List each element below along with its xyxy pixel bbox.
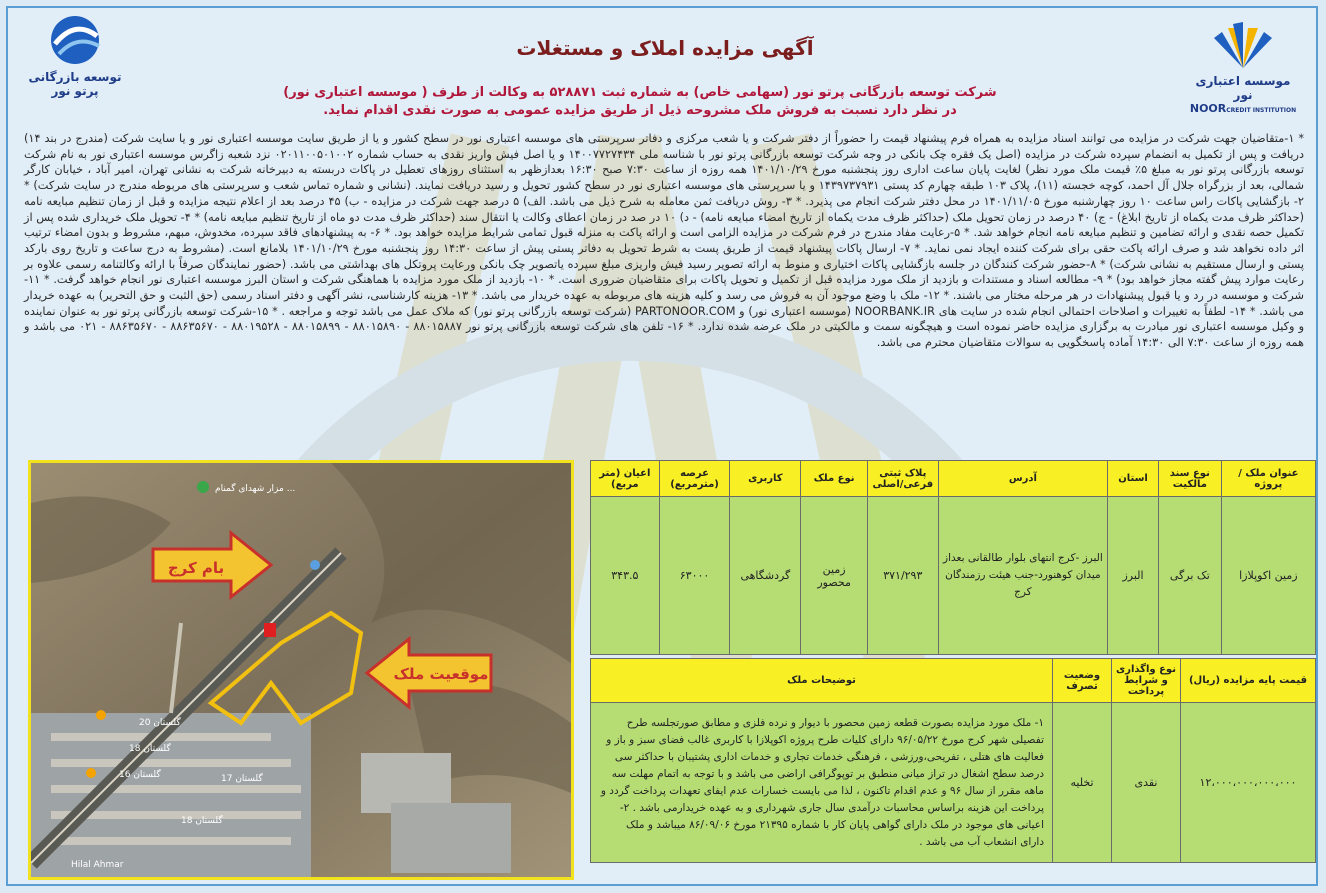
- cell-building-area: ۳۴۳.۵: [591, 497, 660, 655]
- noor-latin-main: NOOR: [1189, 102, 1227, 115]
- cell-title: زمین اکوپلازا: [1221, 497, 1315, 655]
- header-title: عنوان ملک / پروژه: [1221, 461, 1315, 497]
- conditions-text: * ۱-متقاضیان جهت شرکت در مزایده می توانند اسناد مزایده به همراه فرم پیشنهاد قیمت را حضوراً از دفتر شرکت و یا شعب مرکزی و دفاتر سرپرستی های موسسه اعتباری نور در سطح کشور و یا از طریق سایت موسسه اعتباری نور و یا سایت شرکت (مندرج در بند ۱۴) دریافت و پس از تکمیل به انضمام سپرده شرکت در مزایده (اصل یک فقره چک بانکی در وجه شرکت توسعه بازرگانی پرتو نور با شناسه ملی ۱۴۰۰۷۷۲۷۴۳۴ و یا اصل فیش واریز نقدی به حساب شماره ۰۲۰۱۱۰۰۵۰۱۰۰۲ نزد شعبه زاگرس موسسه اعتباری نور به نام شرکت توسعه بازرگانی پرتو نور به مبلغ ۵٪ قیمت ملک مورد نظر) لغایت پایان ساعت اداری روز پنجشنبه مورخ ۱۴۰۱/۱۰/۲۹ همه روزه از ساعت ۷:۳۰ صبح ۱۶:۳۰ بعدازظهر به استثنای روزهای تعطیل در پاکات دربسته به دبیرخانه شرکت به نشانی تهران، امیر آباد ، خیابان کارگر شمالی، بعد از بزرگراه جلال آل احمد، کوچه خجسته (۱۱)، پلاک ۱۰۳ طبقه چهارم کد پستی ۱۴۳۹۷۳۷۹۳۱ و یا سرپرستی های موسسه اعتباری نور در سطح کشور تحویل و رسید دریافت نمایند. (نشانی و شماره تماس شعب و سرپرستی های مربوطه مندرج در سایت شرکت) * ۲- بازگشایی پاکات راس ساعت ۱۰ روز چهارشنبه مورخ ۱۴۰۱/۱۱/۰۵ در محل دفتر شرکت انجام می پذیرد. * ۳- روش دریافت ثمن معامله به شرح ذیل می باشد. الف) ۵ درصد جهت شرکت در مزایده - ب) ۴۵ درصد بعد از اعلام نتیجه مزایده و قبل از زمان تنظیم مبایعه نامه (حداکثر ظرف مدت یکماه از تاریخ ابلاغ) - ج) ۴۰ درصد در زمان تحویل ملک (حداکثر ظرف مدت یکماه از تاریخ امضاء مبایعه نامه) - د) ۱۰ در صد در زمان اعطای وکالت یا انتقال سند (حداکثر ظرف مدت دو ماه از تاریخ تنظیم مبایعه نامه) * ۴- تحویل ملک خریداری شده پس از تکمیل حصه نقدی و ارائه تضامین و تنظیم مبایعه نامه انجام خواهد شد. * ۵-رعایت مفاد مندرج در فرم شرکت در مزایده الزامی است و ارائه پاکت به منزله قبول تمامی شرایط مزایده خواهد بود. * ۶- به پیشنهادهای فاقد سپرده، مخدوش، مبهم، مشروط و بدون امضاء ترتیب اثر داده نخواهد شد و صرف ارائه پاکت حقی برای شرکت کننده ایجاد نمی نماید. * ۷- ارسال پاکات پیشنهاد قیمت از طریق پست به شرط تحویل به دفاتر پستی پیش از ساعت ۱۴:۳۰ روز پنجشنبه مورخ ۱۴۰۱/۱۰/۲۹ بلامانع است. (مشروط به درج ساعت و تاریخ روی بارکد پستی و ارسال مستقیم به نشانی شرکت) * ۸-حضور شرکت کنندگان در جلسه بازگشایی پاکات اختیاری و منوط به ارائه تصویر رسید فیش واریزی مبلغ سپرده یاتصویر چک بانکی ورعایت پروتکل های بهداشتی می باشد. (حضور نمایندگان صرفاً با ارائه وکالتنامه رسمی علاوه بر رعایت موارد پیش گفته مجاز خواهد بود) * ۹- مطالعه اسناد و مستندات و بازدید از ملک مورد مزایده قبل از تکمیل و تحویل پاکات برای متقاضیان ضروری است. * ۱۰- بازدید از ملک مورد مزایده با هماهنگی شرکت و استان البرز موسسه اعتباری نور انجام خواهد گرفت. * ۱۱- شرکت و موسسه در رد و یا قبول پیشنهادات در هر مرحله مختار می باشند. * ۱۲- ملک با وضع موجود آن به فروش می رسد و کلیه هزینه های مربوطه به عهده خریدار می باشد. * ۱۳- هزینه کارشناسی، نشر آگهی و دفتر اسناد رسمی (حق الثبت و حق التحریر) به عهده خریدار می باشد. * ۱۴- لطفاً به تغییرات و اصلاحات احتمالی انجام شده در سایت های NOORBANK.IR (موسسه اعتباری نور) و PARTONOOR.COM (شرکت توسعه بازرگانی پرتو نور) که ملاک عمل می باشد توجه و مراجعه . * ۱۵-شرکت توسعه بازرگانی پرتو نور به عنوان نماینده و وکیل موسسه اعتباری نور مبادرت به برگزاری مزایده حاضر نموده است و هیچگونه سمت و مالکیتی در ملک عرضه شده ندارد. * ۱۶- تلفن های شرکت توسعه بازرگانی پرتو نور ۸۸۰۱۵۸۸۷ - ۸۸۰۱۵۸۹۰ - ۸۸۰۱۵۸۹۹ - ۸۸۰۱۹۵۲۸ - ۸۸۶۳۵۶۷۰ - ۸۸۶۳۵۶۷۰ - ۰۲۱ می باشد و همه روزه از ساعت ۷:۳۰ الی ۱۴:۳۰ آماده پاسخگویی به سوالات متقاضیان محترم می باشد.: [24, 132, 1305, 350]
- cell-description: ۱- ملک مورد مزایده بصورت قطعه زمین محصور با دیوار و نرده فلزی و مطابق صورتجلسه طرح تفصیلی شهر کرج مورخ ۹۶/۰۵/۲۲ دارای کلیات طرح پروژه اکوپلازا با کاربری غالب فضای سبز و باز و فعالیت های هتلی ، تفریحی،ورزشی ، فرهنگی خدمات تجاری و خدمات اداری پشتیبان با حداکثر سی درصد سطح اشغال در تراز میانی منطبق بر توپوگرافی اراضی می باشد و با توجه به اتمام مهلت سه ماهه مقرر از سال ۹۶ و عدم اقدام تاکنون ، لذا می بایست خسارات عدم ایفای تعهدات پرداخت گردد و پرداخت این هزینه براساس محاسبات درآمدی سال جاری شهرداری و به عهده خریدارمی باشد . ۲- اعیانی های موجود در ملک دارای گواهی پایان کار با شماره ۲۱۳۹۵ مورخ ۸۶/۰۹/۰۶ میباشد و ملک دارای انشعاب آب می باشد .: [591, 703, 1053, 863]
- header-payment: نوع واگذاری و شرایط پرداخت: [1112, 659, 1181, 703]
- street-label: گلستان 18: [181, 816, 223, 826]
- cell-payment: نقدی: [1112, 703, 1181, 863]
- header-deed-type: نوع سند مالکیت: [1158, 461, 1221, 497]
- map-pin-icon: [96, 710, 106, 720]
- street-label: Hilal Ahmar: [71, 860, 124, 870]
- location-label: موقعیت ملک: [393, 665, 489, 683]
- header-building-area: اعیان (متر مربع): [591, 461, 660, 497]
- property-table-header-row: [591, 461, 1316, 497]
- partonoor-logo: [20, 14, 130, 114]
- auction-conditions: [24, 131, 1304, 351]
- cell-deed-type: تک برگی: [1158, 497, 1221, 655]
- header-usage: کاربری: [730, 461, 801, 497]
- header-address: آدرس: [938, 461, 1108, 497]
- cell-occupancy: تخلیه: [1053, 703, 1112, 863]
- property-location-map: [28, 460, 574, 880]
- header-land-area: عرصه (مترمربع): [659, 461, 730, 497]
- poi-pin-icon: [197, 481, 209, 493]
- partonoor-emblem-icon: [45, 14, 105, 66]
- street-label: گلستان 20: [139, 718, 181, 728]
- cell-address: البرز -کرج انتهای بلوار طالقانی بعداز میدان کوهنورد-جنب هیئت رزمندگان کرج: [938, 497, 1108, 655]
- noor-latin-sub: CREDIT INSTITUTION: [1226, 107, 1297, 114]
- map-pin-icon: [86, 768, 96, 778]
- header-description: توضیحات ملک: [591, 659, 1053, 703]
- satellite-map-image: [31, 463, 571, 877]
- property-details-table: [590, 658, 1316, 863]
- site-marker: [264, 623, 276, 637]
- page-title: آگهی مزایده املاک و مستغلات: [516, 36, 814, 60]
- page-bottom-border: [6, 884, 1318, 886]
- noor-credit-name: موسسه اعتباری نور: [1195, 74, 1291, 102]
- details-table-row: [591, 703, 1316, 863]
- header-province: استان: [1108, 461, 1159, 497]
- header-base-price: قیمت پایه مزایده (ریال): [1181, 659, 1316, 703]
- cell-property-type: زمین محصور: [801, 497, 868, 655]
- header-property-type: نوع ملک: [801, 461, 868, 497]
- partonoor-name-line2: پرتو نور: [51, 84, 99, 98]
- subtitle-line-2: در نظر دارد نسبت به فروش ملک مشروحه ذیل از طریق مزایده عمومی به صورت نقدی اقدام نماید.: [323, 103, 957, 118]
- noor-credit-logo: [1188, 20, 1298, 120]
- subtitle-line-1: شرکت توسعه بازرگانی پرتو نور (سهامی خاص) به شماره ثبت ۵۲۸۸۷۱ به وکالت از طرف ( موسسه اعتباری نور): [283, 85, 997, 100]
- poi-top-label: مزار شهدای گمنام ...: [215, 484, 296, 494]
- noor-credit-latin: [1188, 102, 1298, 115]
- cell-base-price: ۱۲،۰۰۰،۰۰۰،۰۰۰،۰۰۰: [1181, 703, 1316, 863]
- cell-province: البرز: [1108, 497, 1159, 655]
- header-plate: پلاک ثبتی فرعی/اصلی: [867, 461, 938, 497]
- header-occupancy: وضعیت تصرف: [1053, 659, 1112, 703]
- bam-karaj-label: بام کرج: [167, 559, 225, 577]
- details-table-header-row: [591, 659, 1316, 703]
- cell-land-area: ۶۳۰۰۰: [659, 497, 730, 655]
- partonoor-name-line1: توسعه بازرگانی: [28, 70, 122, 84]
- property-table-row: [591, 497, 1316, 655]
- page-subtitle: [230, 84, 1050, 120]
- street-label: گلستان 17: [221, 774, 263, 784]
- property-info-table: [590, 460, 1316, 655]
- map-pin-icon: [310, 560, 320, 570]
- street-label: گلستان 18: [129, 744, 171, 754]
- street-label: گلستان 16: [119, 770, 161, 780]
- cell-plate: ۳۷۱/۲۹۳: [867, 497, 938, 655]
- cell-usage: گردشگاهی: [730, 497, 801, 655]
- noor-emblem-icon: [1208, 20, 1278, 70]
